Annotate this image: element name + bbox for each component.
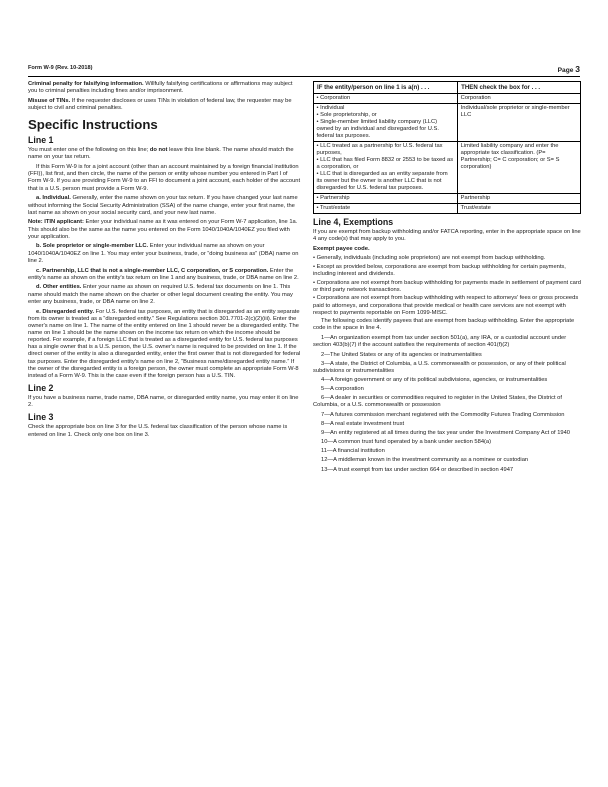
list-item: • Corporations are not exempt from backup withholding with respect to attorneys' fees or gross proceeds paid to attorneys, and corporations that provide medical or health care services are not exempt with respect to payments reportable on Form 1099-MISC. (313, 295, 579, 316)
list-item: 8—A real estate investment trust (321, 420, 405, 427)
specific-instructions-heading: Specific Instructions (28, 117, 158, 133)
table-cell-entity: • LLC treated as a partnership for U.S. federal tax purposes, • LLC that has filed Form 8832 or 2553 to be taxed as a corporation, or • LLC that is disregarded as an entity separate from its owner but the owner is another LLC that is not disregarded for U.S. federal tax purposes. (314, 142, 458, 194)
sole-proprietor-paragraph: b. Sole proprietor or single-member LLC. Enter your individual name as shown on your 1040/1040A/1040EZ on line 1. You may enter your business, trade, or “doing business as” (DBA) name on line 2. (28, 243, 299, 264)
line1-paragraph: You must enter one of the following on this line; do not leave this line blank. The name should match the name on your tax return. (28, 147, 294, 161)
list-item: 4—A foreign government or any of its political subdivisions, agencies, or instrumentalities (321, 377, 548, 383)
table-cell-box: Individual/sole proprietor or single-member LLC (458, 104, 581, 142)
list-item: • Generally, individuals (including sole proprietors) are not exempt from backup withholding. (313, 255, 546, 262)
list-item: • Except as provided below, corporations are exempt from backup withholding for certain payments, including interest and dividends. (313, 263, 566, 277)
line2-heading: Line 2 (28, 383, 54, 394)
list-item: 13—A trust exempt from tax under section 664 or described in section 4947 (321, 466, 514, 473)
codes-intro: The following codes identify payees that are exempt from backup withholding. Enter the appropriate code in the space in line 4. (313, 318, 575, 332)
table-cell-entity: • Corporation (314, 94, 458, 104)
individual-paragraph: a. Individual. Generally, enter the name shown on your tax return. If you have changed your last name without informing the Social Security Administration (SSA) of the name change, enter your first name, the last name as shown on your social security card, and your new last name. (28, 195, 298, 216)
line3-paragraph: Check the appropriate box on line 3 for the U.S. federal tax classification of the person whose name is entered on line 1. Check only one box on line 3. (28, 424, 288, 438)
list-item: 5—A corporation (321, 386, 364, 393)
list-item: 1—An organization exempt from tax under section 501(a), any IRA, or a custodial account under section 403(b)(7) if the account satisfies the requirements of section 401(f)(2) (313, 335, 567, 349)
table-cell-box: Corporation (458, 94, 581, 104)
table-cell-entity: • Partnership (314, 194, 458, 204)
line3-heading: Line 3 (28, 412, 54, 423)
list-item: 9—An entity registered at all times during the tax year under the Investment Company Act of 1940 (321, 429, 570, 436)
table-cell-box: Limited liability company and enter the appropriate tax classification. (P= Partnership; C= C corporation; or S= S corporation) (458, 142, 581, 194)
right-column (313, 81, 581, 476)
line4-paragraph: If you are exempt from backup withholding and/or FATCA reporting, enter in the appropriate space on line 4 any code(s) that may apply to you. (313, 229, 581, 243)
list-item: 10—A common trust fund operated by a bank under section 584(a) (321, 439, 492, 446)
list-item: 11—A financial institution (321, 448, 385, 455)
itin-paragraph: Note: ITIN applicant: Enter your individual name as it was entered on your Form W-7 application, line 1a. This should also be the same as the name you entered on the Form 1040/1040A/1040EZ you filed with your application. (28, 219, 298, 240)
page-indicator: Page 3 (557, 64, 580, 74)
table-cell-entity: • Trust/estate (314, 204, 458, 214)
table-row (314, 104, 581, 142)
table-row (314, 142, 581, 194)
list-item: 6—A dealer in securities or commodities required to register in the United States, the District of Columbia, or a U.S. commonwealth or possession (313, 395, 562, 409)
form-id: Form W-9 (Rev. 10-2018) (28, 65, 93, 71)
entity-classification-table (313, 81, 581, 214)
list-item: 7—A futures commission merchant registered with the Commodity Futures Trading Commission (321, 411, 565, 418)
list-item: 3—A state, the District of Columbia, a U.S. commonwealth or possession, or any of their political subdivisions or instrumentalities (313, 360, 566, 374)
table-cell-box: Partnership (458, 194, 581, 204)
penalty-paragraph: Criminal penalty for falsifying information. Willfully falsifying certifications or affirmations may subject you to criminal penalties including fines and/or imprisonment. (28, 81, 293, 95)
disregarded-entity-paragraph: e. Disregarded entity. For U.S. federal tax purposes, an entity that is disregarded as an entity separate from its owner is treated as a “disregarded entity.” See Regulations section 301.7701-2(c)(2)(iii). Enter the owner's name on line 1. The name of the entity entered on line 1 should never be a disregarded entity. The name on line 1 should be the name shown on the income tax return on which the income should be reported. For example, if a foreign LLC that is treated as a disregarded entity for U.S. federal tax purposes has a single owner that is a U.S. person, the U.S. owner's name is required to be provided on line 1. If the direct owner of the entity is also a disregarded entity, enter the first owner that is not disregarded for federal tax purposes. Enter the disregarded entity's name on line 2, “Business name/disregarded entity name.” If the owner of the disregarded entity is a foreign person, the owner must complete an appropriate Form W-8 instead of a Form W-9. This is the case even if the foreign person has a U.S. TIN. (28, 308, 301, 379)
table-header-checkbox: THEN check the box for . . . (458, 82, 581, 94)
header-rule (28, 76, 580, 77)
list-item: 12—A middleman known in the investment community as a nominee or custodian (321, 457, 529, 464)
table-cell-box: Trust/estate (458, 204, 581, 214)
line2-paragraph: If you have a business name, trade name, DBA name, or disregarded entity name, you may enter it on line 2. (28, 395, 299, 409)
table-cell-entity: • Individual • Sole proprietorship, or • Single-member limited liability company (LLC) owned by an individual and disregarded for U.S. federal tax purposes. (314, 104, 458, 142)
table-row (314, 94, 581, 104)
line1-heading: Line 1 (28, 135, 54, 146)
page-number: 3 (575, 64, 580, 74)
table-header-entity: IF the entity/person on line 1 is a(n) . . . (314, 82, 458, 94)
list-item: • Corporations are not exempt from backup withholding for payments made in settlement of payment card or third party network transactions. (313, 279, 581, 293)
joint-account-paragraph: If this Form W-9 is for a joint account (other than an account maintained by a foreign financial institution (FFI)), list first, and then circle, the name of the person or entity whose number you entered in Part I of Form W-9. If you are providing Form W-9 to an FFI to document a joint account, each holder of the account that is a U.S. person must provide a Form W-9. (28, 164, 301, 192)
list-item: 2—The United States or any of its agencies or instrumentalities (321, 351, 482, 358)
exempt-payee-heading: Exempt payee code. (313, 245, 370, 252)
other-entities-paragraph: d. Other entities. Enter your name as shown on required U.S. federal tax documents on line 1. This name should match the name shown on the charter or other legal document creating the entity. You may enter any business, trade, or DBA name on line 2. (28, 284, 293, 305)
partnership-paragraph: c. Partnership, LLC that is not a single-member LLC, C corporation, or S corporation. Enter the entity's name as shown on the entity's tax return on line 1 and any business, trade, or DBA name on line 2. (28, 267, 299, 281)
line4-heading: Line 4, Exemptions (313, 217, 394, 227)
misuse-paragraph: Misuse of TINs. If the requester discloses or uses TINs in violation of federal law, the requester may be subject to civil and criminal penalties. (28, 97, 292, 112)
table-row (314, 204, 581, 214)
left-column (28, 81, 302, 441)
table-row (314, 194, 581, 204)
